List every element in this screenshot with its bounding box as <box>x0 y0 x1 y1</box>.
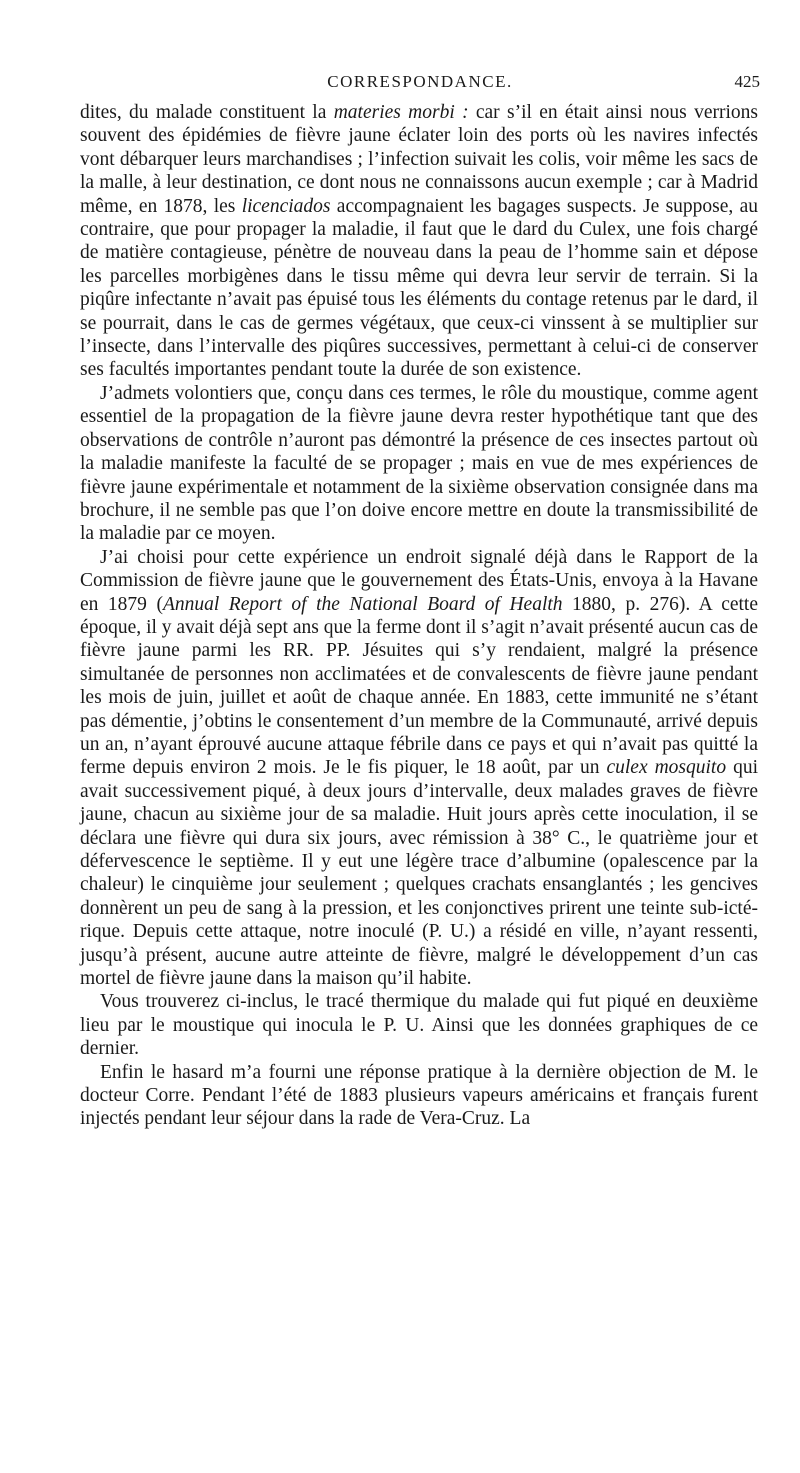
paragraph-5-text-1: Enfin le hasard m’a fourni une réponse pratique à la dernière objection de M. le docteur Corre. Pendant l’été de 1883 plusieurs vapeurs américains et français furent injectés pendant leur séjour dans la rade de Vera-Cruz. La <box>80 1061 758 1130</box>
paragraph-1-text-3: accompagnaient les bagages suspects. Je suppose, au contraire, que pour propager la maladie, il faut que le dard du Culex, une fois chargé de matière contagieuse, pénètre de nouveau dans la peau de l’homme sain et dépose les parcelles morbigènes dans le tissu même qui devra leur servir de terrain. Si la piqûre infectante n’avait pas épuisé tous les éléments du contage retenus par le dard, il se pourrait, dans le cas de germes végétaux, que ceux-ci vinssent à se multiplier sur l’insecte, dans l’intervalle des piqûres successives, permettant à celui-ci de conserver ses facultés importantes pendant toute la durée de son existence. <box>80 195 759 381</box>
paragraph-4-text-1: Vous trouverez ci-inclus, le tracé thermique du malade qui fut piqué en deuxième lieu par le moustique qui inocula le P. U. Ainsi que les données graphiques de ce dernier. <box>80 991 758 1060</box>
paragraph-3-italic-annual-report: Annual Report of the National Board of Health <box>162 593 563 615</box>
body-text <box>80 101 758 1131</box>
paragraph-3-italic-culex-mosquito: culex mosquito <box>606 757 727 779</box>
running-head <box>80 72 760 96</box>
paragraph-3-text-1: J’ai choisi pour cette expérience un endroit signalé déjà dans le Rapport de la Commission de fièvre jaune que le gouvernement des États-Unis, envoya à la Havane en 1879 ( <box>80 546 758 615</box>
paragraph-2 <box>80 382 758 546</box>
paragraph-2-text-1: J’admets volontiers que, conçu dans ces termes, le rôle du moustique, comme agent essentiel de la propagation de la fièvre jaune devra rester hypothétique tant que des observations de contrôle n’auront pas démontré la présence de ces insectes partout où la maladie manifeste la faculté de se propager ; mais en vue de mes expériences de fièvre jaune expérimentale et notamment de la sixième observation consignée dans ma brochure, il ne semble pas que l’on doive encore mettre en doute la transmissibilité de la maladie par ce moyen. <box>80 382 758 545</box>
page-number: 425 <box>734 72 760 91</box>
paragraph-1-italic-materies-morbi: materies morbi : <box>333 102 469 123</box>
paragraph-4 <box>80 990 758 1060</box>
paragraph-3 <box>80 546 758 991</box>
paragraph-3-text-3: qui avait successivement piqué, à deux jours d’intervalle, deux malades graves de fièvre jaune, chacun au sixième jour de sa maladie. Huit jours après cette inoculation, il se déclara une fièvre qui dura six jours, avec rémission à 38° C., le quatrième jour et défervescence le septième. Il y eut une légère trace d’albumine (opalescence par la chaleur) le cinquième jour seulement ; quelques crachats ensanglantés ; les gencives donnèrent un peu de sang à la pression, et les conjonctives prirent une teinte sub-ictérique. Depuis cette attaque, notre inoculé (P. U.) a résidé en ville, n’ayant ressenti, jusqu’à présent, aucune autre atteinte de fièvre, malgré le développement d’un cas mortel de fièvre jaune dans la maison qu’il habite. <box>80 757 759 990</box>
paragraph-5 <box>80 1061 758 1131</box>
paragraph-1-italic-licenciados: licenciados <box>241 195 331 217</box>
paragraph-1 <box>80 101 758 382</box>
paragraph-3-text-2: 1880, p. 276). A cette époque, il y avait déjà sept ans que la ferme dont il s’agit n’avait présenté aucun cas de fièvre jaune parmi les RR. PP. Jésuites qui s’y rendaient, malgré la présence simultanée de personnes non acclimatées et de convalescents de fièvre jaune pendant les mois de juin, juillet et août de chaque année. En 1883, cette immunité ne s’étant pas démentie, j’obtins le consentement d’un membre de la Communauté, arrivé depuis un an, n’ayant éprouvé aucune attaque fébrile dans ce pays et qui n’avait pas quitté la ferme depuis environ 2 mois. Je le fis piquer, le 18 août, par un <box>80 593 758 779</box>
paragraph-1-text-2: car s’il en était ainsi nous verrions souvent des épidémies de fièvre jaune éclater loin des ports où les navires infectés vont débarquer leurs marchandises ; l’infection suivait les colis, voir même les sacs de la malle, à leur destination, ce dont nous ne connaissons aucun exemple ; car à Madrid même, en 1878, les <box>80 102 758 217</box>
running-title: CORRESPONDANCE. <box>327 72 513 91</box>
paragraph-1-text-1: dites, du malade constituent la <box>80 102 334 123</box>
